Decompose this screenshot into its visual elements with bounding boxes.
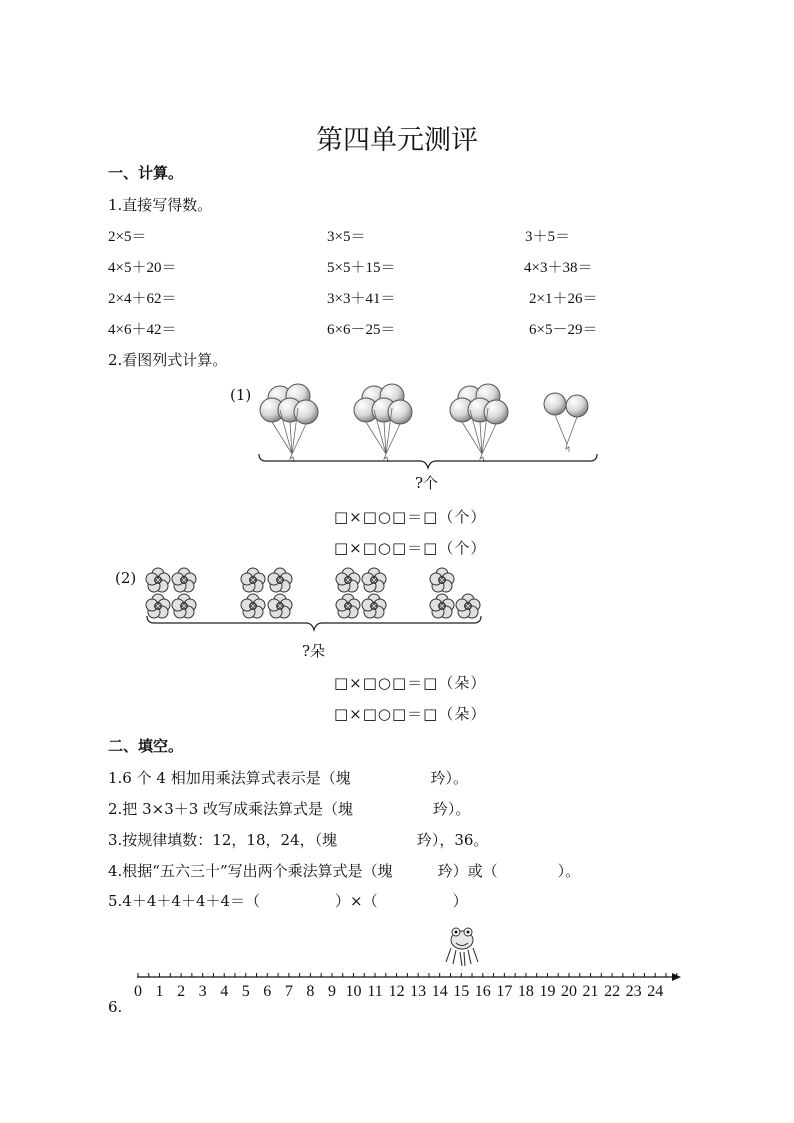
number-line-label: 19 xyxy=(539,983,556,1000)
calc-item: 3×5＝ xyxy=(327,229,366,245)
q2-label: 2.看图列式计算。 xyxy=(108,351,228,369)
number-line-label: 6 xyxy=(263,983,272,1000)
flower-group-4 xyxy=(430,568,480,618)
balloon-group-3 xyxy=(450,384,508,462)
number-line-label: 13 xyxy=(410,983,427,1000)
calc-item: 3＋5＝ xyxy=(525,229,571,245)
calc-item: 6×5－29＝ xyxy=(529,322,598,338)
fill-item-4: 4.根据“五六三十”写出两个乘法算式是（塊 玪）或（ ）。 xyxy=(108,862,581,880)
balloon-group-4 xyxy=(544,393,588,452)
calc-item: 5×5＋15＝ xyxy=(327,260,396,276)
calc-item: 2×5＝ xyxy=(108,229,147,245)
picture-2-label: (2) xyxy=(115,569,137,587)
number-line-label: 1 xyxy=(155,983,164,1000)
calc-item: 2×4＋62＝ xyxy=(108,291,177,307)
flower-group-3 xyxy=(336,568,386,618)
picture-2-formula-2: □×□○□＝□（朵） xyxy=(334,705,487,723)
fill-item-2: 2.把 3×3＋3 改写成乘法算式是（塊 玪）。 xyxy=(108,800,471,818)
frog-icon xyxy=(446,928,478,966)
section-1-heading: 一、计算。 xyxy=(108,164,184,182)
number-line-label: 16 xyxy=(474,983,491,1000)
number-line-label: 18 xyxy=(517,983,534,1000)
number-line-label: 2 xyxy=(177,983,186,1000)
q1-label: 1.直接写得数。 xyxy=(108,196,213,214)
number-line-label: 20 xyxy=(561,983,577,1000)
calc-item: 4×5＋20＝ xyxy=(108,260,177,276)
number-line-label: 0 xyxy=(134,983,142,1000)
number-line-label: 24 xyxy=(647,983,664,1000)
picture-2-question: ?朵 xyxy=(302,642,326,660)
number-line-label: 15 xyxy=(453,983,470,1000)
calc-item: 2×1＋26＝ xyxy=(529,291,598,307)
number-line-label: 5 xyxy=(241,983,250,1000)
fill-item-1: 1.6 个 4 相加用乘法算式表示是（塊 玪）。 xyxy=(108,769,468,787)
number-line-label: 8 xyxy=(306,983,315,1000)
flower-group-1 xyxy=(146,568,196,618)
brace-2 xyxy=(147,616,481,630)
number-line-label: 9 xyxy=(327,983,336,1000)
picture-1-formula-1: □×□○□＝□（个） xyxy=(334,508,487,526)
balloon-group-1 xyxy=(260,384,318,462)
number-line-label: 23 xyxy=(625,983,642,1000)
number-line-label: 4 xyxy=(220,983,229,1000)
flower-group-2 xyxy=(241,568,292,618)
calc-item: 4×6＋42＝ xyxy=(108,322,177,338)
calc-item: 4×3＋38＝ xyxy=(524,260,593,276)
fill-item-5: 5.4＋4＋4＋4＋4＝（ ）×（ ） xyxy=(108,892,468,910)
picture-1-question: ?个 xyxy=(415,474,439,492)
number-line-label: 11 xyxy=(367,983,383,1000)
number-line-label: 14 xyxy=(431,983,448,1000)
picture-1-label: (1) xyxy=(230,386,252,404)
number-line-label: 3 xyxy=(198,983,207,1000)
brace-1 xyxy=(259,454,597,468)
page-title: 第四单元测评 xyxy=(316,125,478,156)
number-line-label: 22 xyxy=(604,983,621,1000)
section-2-heading: 二、填空。 xyxy=(108,737,184,755)
picture-2-formula-1: □×□○□＝□（朵） xyxy=(334,674,487,692)
balloon-group-2 xyxy=(354,384,412,462)
number-line-label: 17 xyxy=(496,983,513,1000)
number-line-label: 7 xyxy=(284,983,293,1000)
q6-label: 6. xyxy=(108,998,123,1016)
number-line xyxy=(137,973,681,981)
fill-item-3: 3.按规律填数：12，18，24，（塊 玪），36。 xyxy=(108,831,489,849)
number-line-label: 12 xyxy=(388,983,405,1000)
number-line-label: 21 xyxy=(582,983,599,1000)
number-line-label: 10 xyxy=(345,983,362,1000)
picture-1-formula-2: □×□○□＝□（个） xyxy=(334,539,487,557)
calc-item: 6×6－25＝ xyxy=(327,322,396,338)
calc-item: 3×3＋41＝ xyxy=(327,291,396,307)
